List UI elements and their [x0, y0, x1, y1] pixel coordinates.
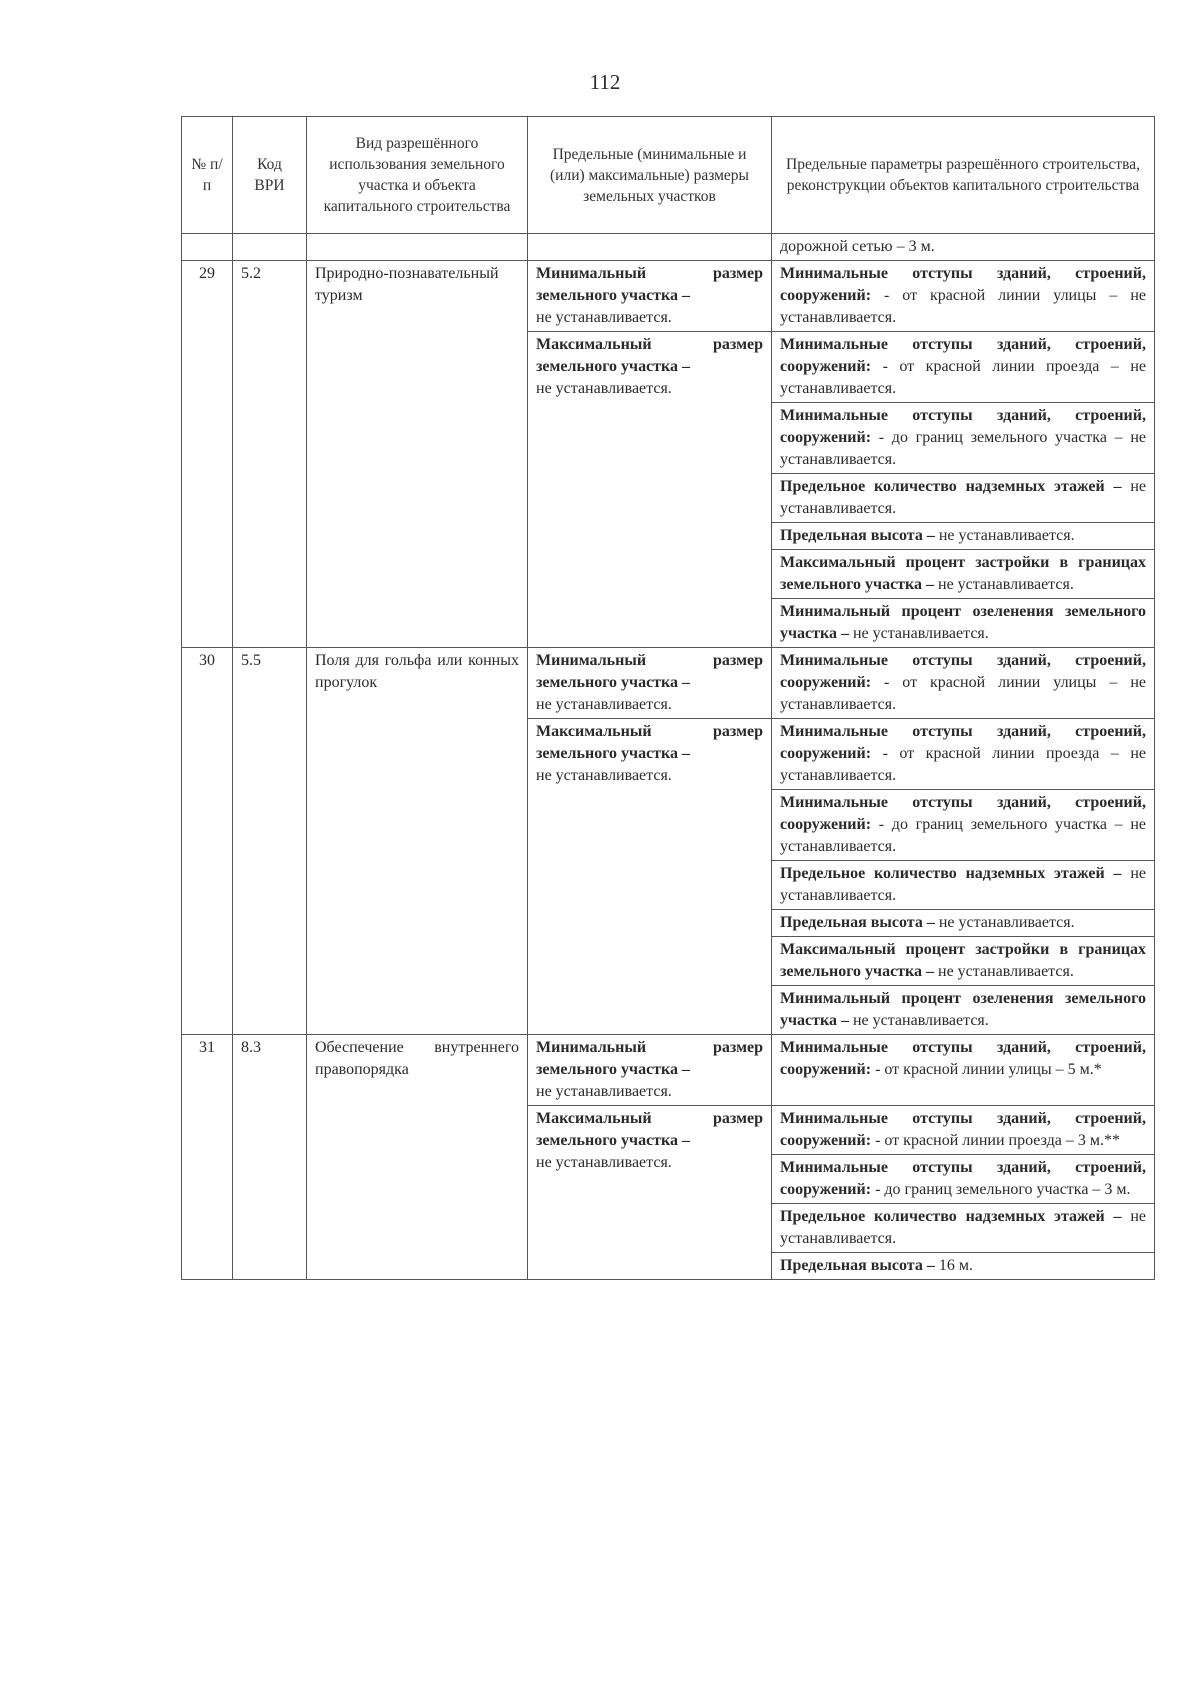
param-cell [772, 910, 1155, 937]
param-label: Минимальные отступы зданий, строений, сооружений: [780, 794, 1146, 833]
min-size-cell [528, 261, 772, 332]
param-label: Минимальные отступы зданий, строений, сооружений: [780, 723, 1146, 762]
vri-code: 8.3 [233, 1035, 307, 1280]
param-label: Предельное количество надземных этажей – [780, 865, 1122, 882]
param-text: - от красной линии проезда – не устанавливается. [780, 745, 1146, 784]
param-label: Минимальные отступы зданий, строений, сооружений: [780, 1159, 1146, 1198]
table-row [182, 261, 1155, 332]
param-cell [772, 261, 1155, 332]
param-text: - от красной линии проезда – не устанавливается. [780, 358, 1146, 397]
param-text: не устанавливается. [852, 1012, 989, 1029]
param-text: - до границ земельного участка – не устанавливается. [780, 429, 1146, 468]
param-text: - от красной линии улицы – 5 м.* [875, 1061, 1102, 1078]
use-name: Обеспечение внутреннего правопорядка [307, 1035, 528, 1280]
param-text: не устанавливается. [938, 914, 1075, 931]
param-cell [772, 986, 1155, 1035]
param-text: - до границ земельного участка – не устанавливается. [780, 816, 1146, 855]
param-label: Предельное количество надземных этажей – [780, 1208, 1122, 1225]
param-cell [772, 1106, 1155, 1155]
param-cell [772, 937, 1155, 986]
param-text: не устанавливается. [938, 527, 1075, 544]
min-size-label: Минимальный размер земельного участка – [536, 265, 763, 304]
page-number: 112 [589, 70, 621, 94]
param-text: не устанавливается. [938, 576, 1074, 593]
param-cell [772, 1035, 1155, 1106]
param-cell [772, 474, 1155, 523]
row-number: 30 [182, 648, 233, 1035]
param-text: не устанавливается. [938, 963, 1074, 980]
max-size-cell [528, 719, 772, 1035]
vri-code: 5.2 [233, 261, 307, 648]
param-label: Минимальные отступы зданий, строений, сооружений: [780, 1039, 1146, 1078]
max-size-cell [528, 332, 772, 648]
min-size-cell [528, 648, 772, 719]
vri-code: 5.5 [233, 648, 307, 1035]
max-size-value: не устанавливается. [536, 767, 672, 784]
param-text: 16 м. [938, 1257, 973, 1274]
param-text: не устанавливается. [780, 1208, 1147, 1247]
param-cell [772, 790, 1155, 861]
param-label: Минимальные отступы зданий, строений, сооружений: [780, 336, 1146, 375]
row-number: 29 [182, 261, 233, 648]
header-params: Предельные параметры разрешённого строительства, реконструкции объектов капитального строительства [772, 117, 1155, 234]
table-body [182, 234, 1155, 1280]
param-text: не устанавливается. [852, 625, 989, 642]
param-label: Минимальные отступы зданий, строений, сооружений: [780, 652, 1146, 691]
header-num: № п/п [182, 117, 233, 234]
header-size: Предельные (минимальные и (или) максимальные) размеры земельных участков [528, 117, 772, 234]
header-use: Вид разрешённого использования земельного участка и объекта капитального строительства [307, 117, 528, 234]
param-label: Минимальные отступы зданий, строений, сооружений: [780, 265, 1146, 304]
param-label: Минимальный процент озеленения земельного участка – [780, 603, 1146, 642]
param-cell [772, 1155, 1155, 1204]
param-cell [772, 1253, 1155, 1280]
table-row [182, 648, 1155, 719]
param-label: Минимальные отступы зданий, строений, сооружений: [780, 407, 1146, 446]
param-text: - от красной линии улицы – не устанавливается. [780, 674, 1146, 713]
param-cell [772, 403, 1155, 474]
row-number: 31 [182, 1035, 233, 1280]
param-text: - до границ земельного участка – 3 м. [875, 1181, 1131, 1198]
param-cell [772, 719, 1155, 790]
max-size-label: Максимальный размер земельного участка – [536, 723, 763, 762]
param-label: Предельная высота – [780, 914, 935, 931]
param-text: не устанавливается. [780, 478, 1147, 517]
param-label: Предельное количество надземных этажей – [780, 478, 1122, 495]
table-row [182, 1035, 1155, 1106]
param-label: Минимальный процент озеленения земельного участка – [780, 990, 1146, 1029]
param-cell [772, 550, 1155, 599]
min-size-label: Минимальный размер земельного участка – [536, 652, 763, 691]
param-label: Максимальный процент застройки в границах земельного участка – [780, 554, 1146, 593]
max-size-label: Максимальный размер земельного участка – [536, 1110, 763, 1149]
min-size-value: не устанавливается. [536, 1083, 672, 1100]
param-label: Максимальный процент застройки в границах земельного участка – [780, 941, 1146, 980]
param-cell [772, 332, 1155, 403]
continuation-row [182, 234, 1155, 261]
zoning-table [181, 116, 1155, 1280]
param-text: - от красной линии улицы – не устанавливается. [780, 287, 1146, 326]
table-header-row [182, 117, 1155, 234]
continuation-text: дорожной сетью – 3 м. [772, 234, 1155, 261]
param-cell [772, 648, 1155, 719]
max-size-value: не устанавливается. [536, 1154, 672, 1171]
min-size-value: не устанавливается. [536, 309, 672, 326]
header-code: Код ВРИ [233, 117, 307, 234]
use-name: Природно-познавательный туризм [307, 261, 528, 648]
param-label: Предельная высота – [780, 527, 935, 544]
param-cell [772, 599, 1155, 648]
min-size-value: не устанавливается. [536, 696, 672, 713]
param-label: Минимальные отступы зданий, строений, сооружений: [780, 1110, 1146, 1149]
use-name: Поля для гольфа или конных прогулок [307, 648, 528, 1035]
max-size-label: Максимальный размер земельного участка – [536, 336, 763, 375]
param-label: Предельная высота – [780, 1257, 935, 1274]
param-cell [772, 861, 1155, 910]
max-size-cell [528, 1106, 772, 1280]
min-size-label: Минимальный размер земельного участка – [536, 1039, 763, 1078]
param-cell [772, 1204, 1155, 1253]
param-text: не устанавливается. [780, 865, 1147, 904]
param-text: - от красной линии проезда – 3 м.** [875, 1132, 1120, 1149]
min-size-cell [528, 1035, 772, 1106]
param-cell [772, 523, 1155, 550]
max-size-value: не устанавливается. [536, 380, 672, 397]
